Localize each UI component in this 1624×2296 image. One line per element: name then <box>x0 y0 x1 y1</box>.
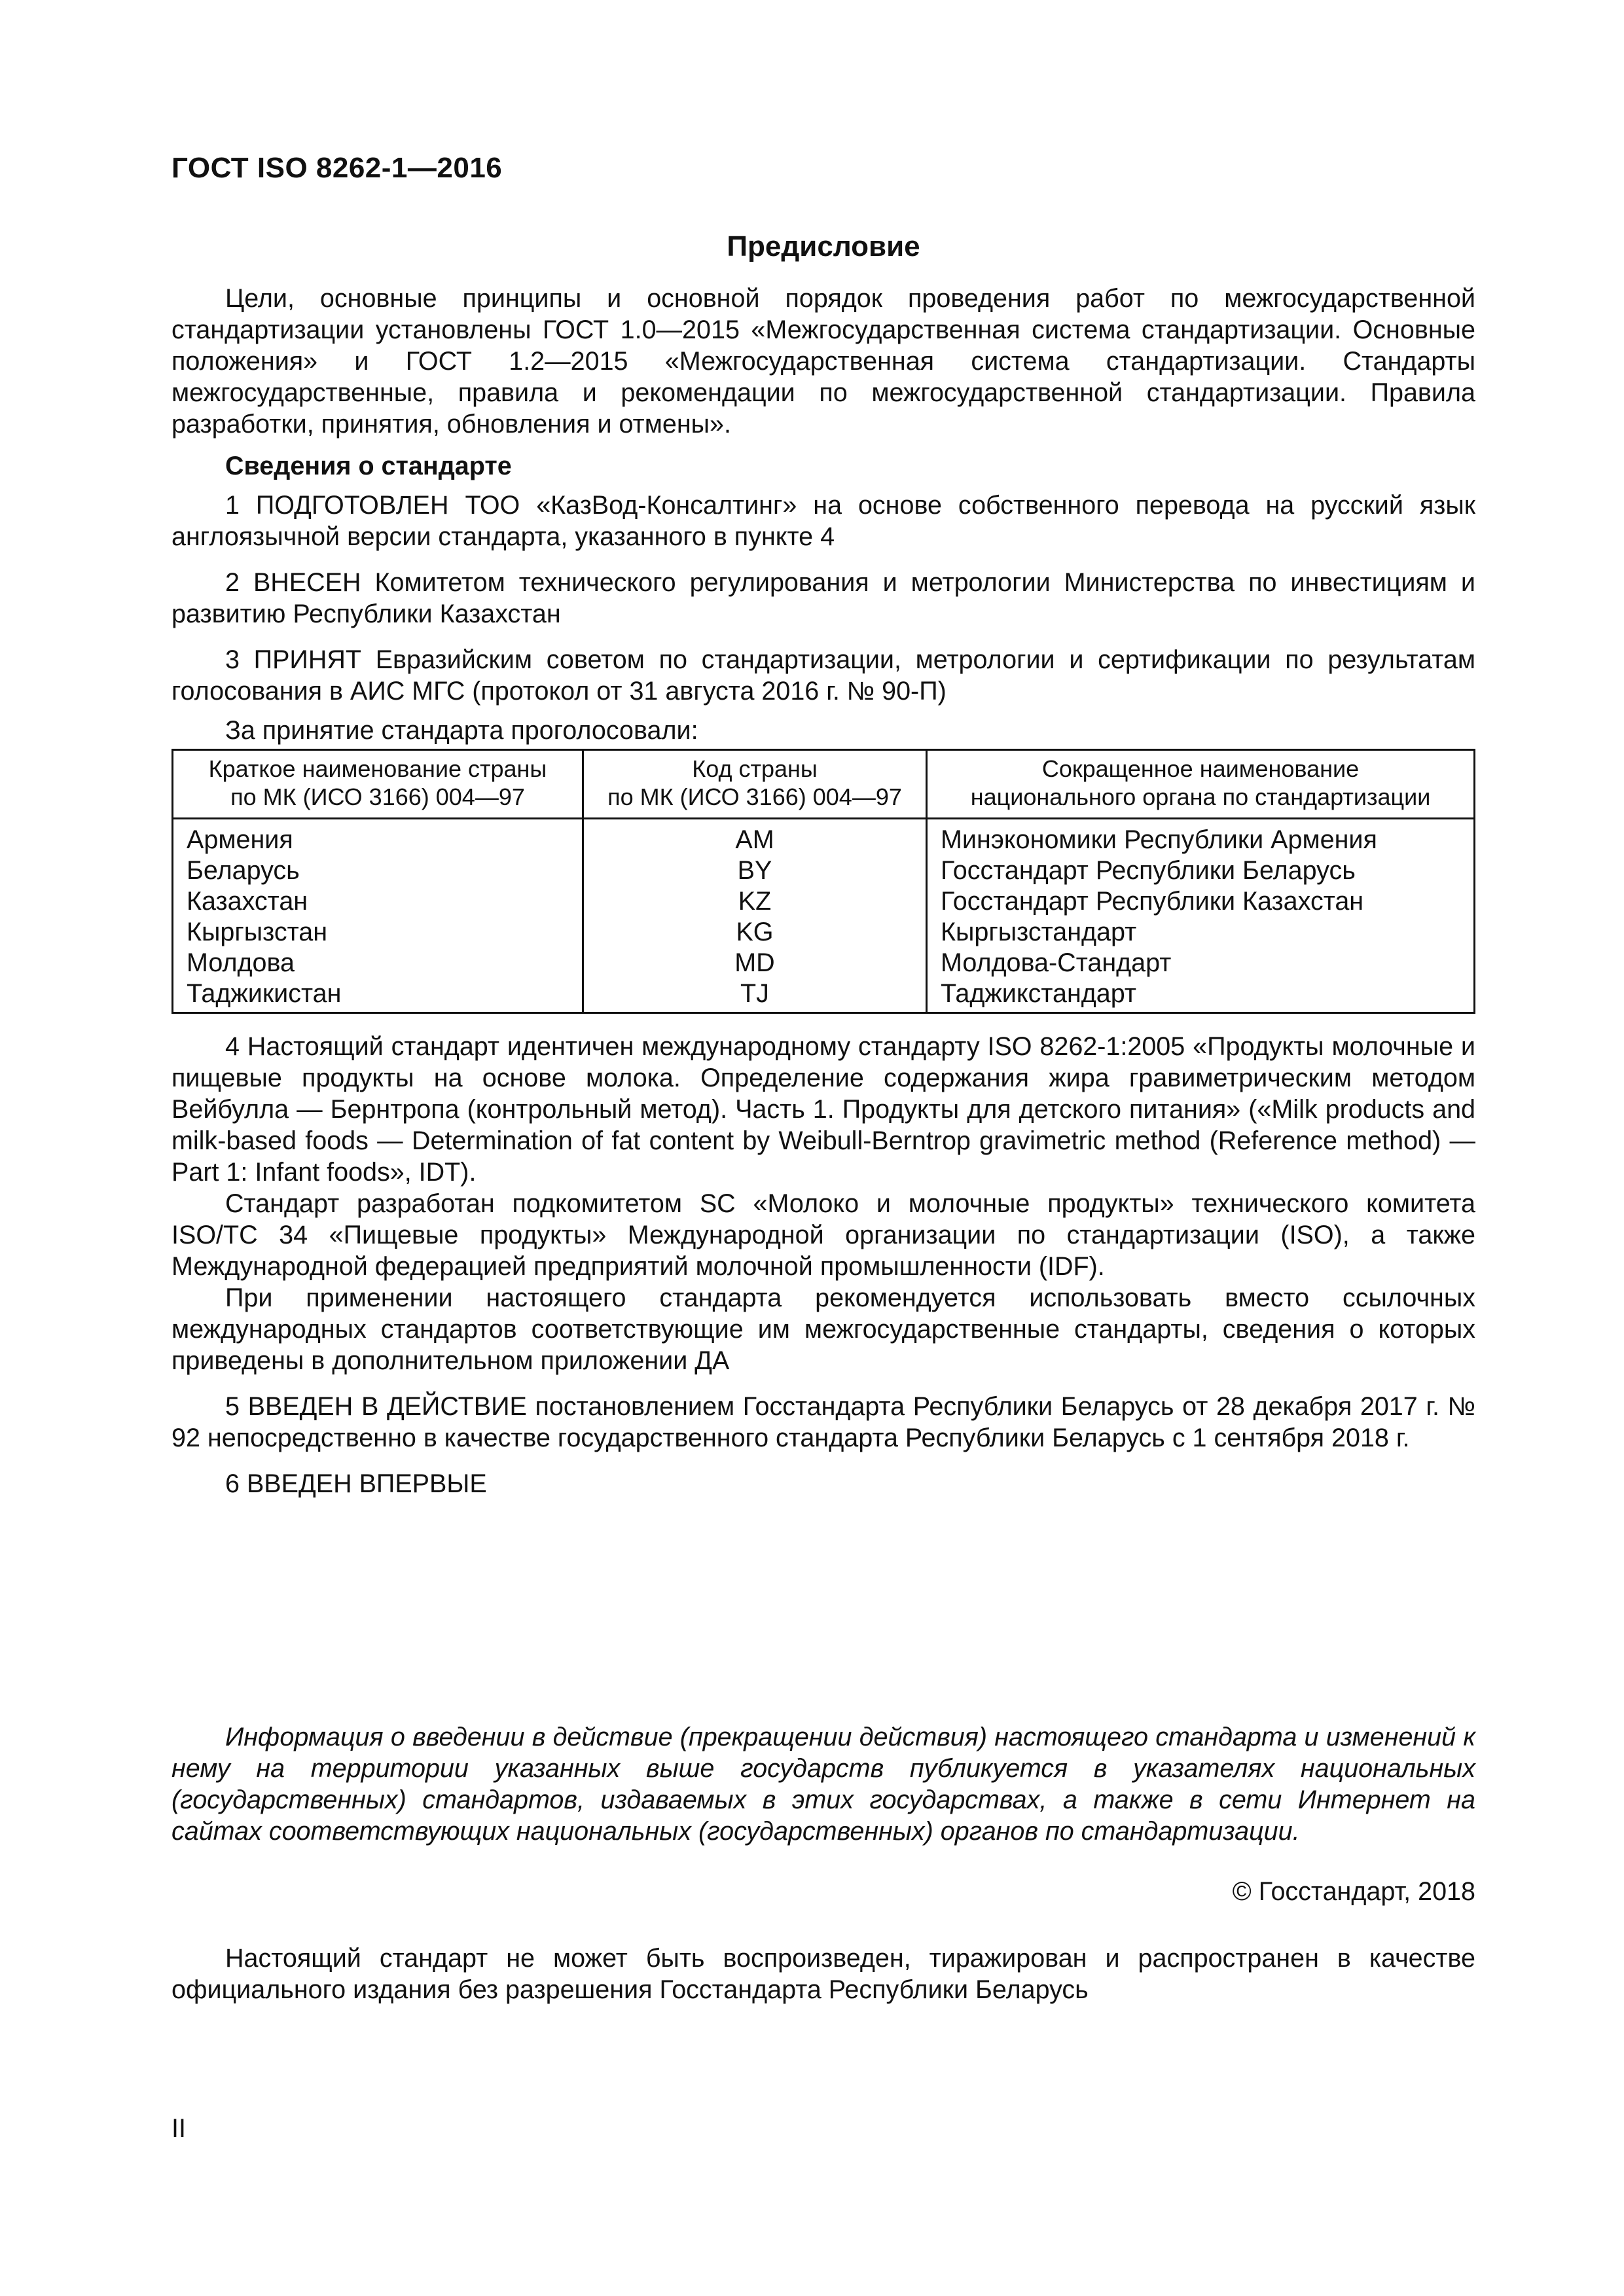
country-name: Беларусь <box>173 855 583 886</box>
country-name: Кыргызстан <box>173 917 583 948</box>
info-item-4-application: При применении настоящего стандарта рекомендуется использовать вместо ссылочных международных стандартов соответствующие им межгосударственные стандарты, сведения о которых приведены в дополнительном приложении ДА <box>171 1283 1475 1375</box>
national-body: Госстандарт Республики Беларусь <box>927 855 1475 886</box>
header-country-name: Краткое наименование страны по МК (ИСО 3166) 004—97 <box>173 750 583 819</box>
info-item-4-developer: Стандарт разработан подкомитетом SC «Молоко и молочные продукты» технического комитета ISO/TC 34 «Пищевые продукты» Международной организации по стандартизации (ISO), а также Международной федерацией предприятий молочной промышленности (IDF). <box>171 1189 1475 1281</box>
national-body: Таджикстандарт <box>927 978 1475 1013</box>
header-country-code: Код страны по МК (ИСО 3166) 004—97 <box>583 750 927 819</box>
country-name: Армения <box>173 819 583 856</box>
header-national-body: Сокращенное наименование национального органа по стандартизации <box>927 750 1475 819</box>
national-body: Молдова-Стандарт <box>927 948 1475 978</box>
vote-table-header <box>173 750 1475 819</box>
info-item-1: 1 ПОДГОТОВЛЕН ТОО «КазВод-Консалтинг» на основе собственного перевода на русский язык англоязычной версии стандарта, указанного в пункте 4 <box>171 491 1475 551</box>
publication-notice <box>171 1721 1475 1847</box>
table-row <box>173 948 1475 978</box>
document-code: ГОСТ ISO 8262-1—2016 <box>171 152 503 184</box>
national-body: Госстандарт Республики Казахстан <box>927 886 1475 917</box>
country-code: KG <box>583 917 927 948</box>
info-item-5: 5 ВВЕДЕН В ДЕЙСТВИЕ постановлением Госстандарта Республики Беларусь от 28 декабря 2017 г. № 92 непосредственно в качестве государственного стандарта Республики Беларусь с 1 сентября 2018 г. <box>171 1392 1475 1452</box>
country-name: Казахстан <box>173 886 583 917</box>
country-name: Молдова <box>173 948 583 978</box>
foreword-intro: Цели, основные принципы и основной порядок проведения работ по межгосударственной стандартизации установлены ГОСТ 1.0—2015 «Межгосударственная система стандартизации. Основные положения» и ГОСТ 1.2—2015 «Межгосударственная система стандартизации. Стандарты межгосударственные, правила и рекомендации по межгосударственной стандартизации. Правила разработки, принятия, обновления и отмены». <box>171 284 1475 439</box>
country-code: KZ <box>583 886 927 917</box>
vote-table <box>171 749 1475 1014</box>
vote-caption: За принятие стандарта проголосовали: <box>225 716 698 745</box>
country-code: BY <box>583 855 927 886</box>
table-row <box>173 917 1475 948</box>
table-row <box>173 978 1475 1013</box>
info-item-4: 4 Настоящий стандарт идентичен международному стандарту ISO 8262-1:2005 «Продукты молочные и пищевые продукты на основе молока. Определение содержания жира гравиметрическим методом Вейбулла — Бернтропа (контрольный метод). Часть 1. Продукты для детского питания» («Milk products and milk-based foods — Determination of fat content by Weibull-Berntrop gravimetric method (Reference method) — Part 1: Infant foods», IDT). <box>171 1032 1475 1187</box>
page-number: II <box>171 2114 186 2143</box>
reproduction-notice <box>171 1943 1475 2005</box>
foreword-title: Предисловие <box>727 230 920 262</box>
info-item-2: 2 ВНЕСЕН Комитетом технического регулирования и метрологии Министерства по инвестициям и развитию Республики Казахстан <box>171 568 1475 628</box>
table-row <box>173 886 1475 917</box>
country-name: Таджикистан <box>173 978 583 1013</box>
reproduction-notice-text: Настоящий стандарт не может быть воспроизведен, тиражирован и распространен в качестве официального издания без разрешения Госстандарта Республики Беларусь <box>171 1944 1475 2004</box>
national-body: Кыргызстандарт <box>927 917 1475 948</box>
table-row <box>173 855 1475 886</box>
national-body: Минэкономики Республики Армения <box>927 819 1475 856</box>
country-code: TJ <box>583 978 927 1013</box>
publication-notice-text: Информация о введении в действие (прекращении действия) настоящего стандарта и изменений к нему на территории указанных выше государств публикуется в указателях национальных (государственных) стандартов, издаваемых в этих государствах, а также в сети Интернет на сайтах соответствующих национальных (государственных) органов по стандартизации. <box>171 1723 1475 1846</box>
info-item-3: 3 ПРИНЯТ Евразийским советом по стандартизации, метрологии и сертификации по результатам голосования в АИС МГС (протокол от 31 августа 2016 г. № 90-П) <box>171 645 1475 706</box>
country-code: AM <box>583 819 927 856</box>
foreword-section <box>171 229 1475 1499</box>
info-item-6: 6 ВВЕДЕН ВПЕРВЫЕ <box>225 1469 487 1498</box>
table-row <box>173 819 1475 856</box>
copyright-line: © Госстандарт, 2018 <box>1232 1877 1475 1906</box>
country-code: MD <box>583 948 927 978</box>
standard-info-heading: Сведения о стандарте <box>225 452 512 480</box>
